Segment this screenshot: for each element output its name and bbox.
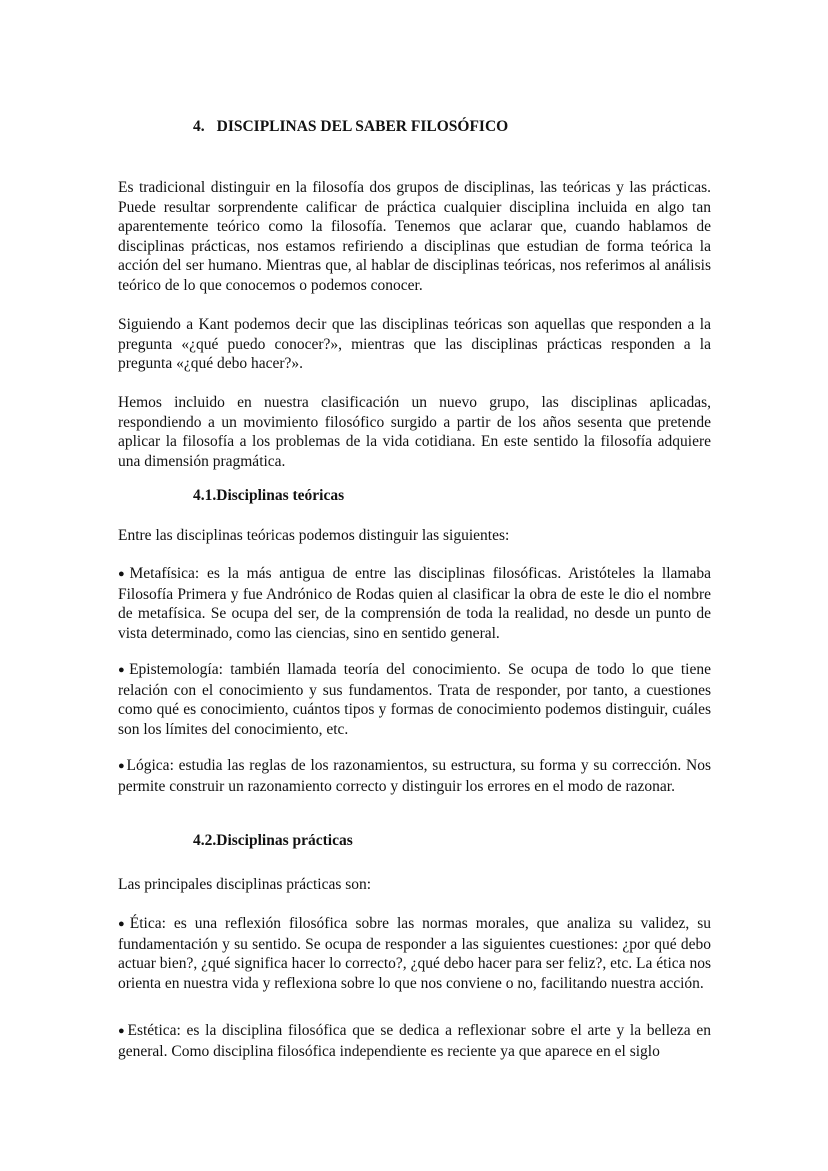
list-item-logica xyxy=(118,756,711,796)
list-item-estetica xyxy=(118,1021,711,1061)
list-item-text: Epistemología: también llamada teoría del conocimiento. Se ocupa de todo lo que tiene relación con el conocimiento y sus fundamentos. Trata de responder, por tanto, a cuestiones como qué es conocimiento, cuántos tipos y formas de conocimiento podemos distinguir, cuáles son los límites del conocimiento, etc. xyxy=(118,661,711,738)
bullet-icon: ● xyxy=(118,568,129,580)
section-title xyxy=(193,118,508,136)
section-title-text: DISCIPLINAS DEL SABER FILOSÓFICO xyxy=(216,118,509,135)
bullet-icon: ● xyxy=(118,664,129,676)
bullet-icon: ● xyxy=(118,918,129,930)
list-item-text: Metafísica: es la más antigua de entre las disciplinas filosóficas. Aristóteles la llamaba Filosofía Primera y fue Andrónico de Rodas quien al clasificar la obra de este le dio el nombre de metafísica. Se ocupa del ser, de la comprensión de toda la realidad, no desde un punto de vista determinado, como las ciencias, sino en sentido general. xyxy=(118,565,711,642)
section-number: 4. xyxy=(193,118,205,135)
list-item-text: Lógica: estudia las reglas de los razonamientos, su estructura, su forma y su corrección. Nos permite construir un razonamiento correcto y distinguir los errores en el modo de razonar. xyxy=(118,757,711,795)
list-item-text: Estética: es la disciplina filosófica que se dedica a reflexionar sobre el arte y la belleza en general. Como disciplina filosófica independiente es reciente ya que aparece en el siglo xyxy=(118,1022,711,1060)
list-item-epistemologia xyxy=(118,660,711,739)
list-item-etica xyxy=(118,914,711,993)
bullet-icon: ● xyxy=(118,760,126,772)
subsection-heading-practical: 4.2.Disciplinas prácticas xyxy=(193,832,353,849)
list-item-text: Ética: es una reflexión filosófica sobre las normas morales, que analiza su validez, su fundamentación y su sentido. Se ocupa de responder a las siguientes cuestiones: ¿por qué debo actuar bien?, ¿qué significa hacer lo correcto?, ¿qué debo hacer para ser feliz?, etc. La ética nos orienta en nuestra vida y reflexiona sobre lo que nos conviene o no, facilitando nuestra acción. xyxy=(118,915,711,992)
list-item-metafisica xyxy=(118,564,711,643)
intro-paragraph-3: Hemos incluido en nuestra clasificación un nuevo grupo, las disciplinas aplicadas, respondiendo a un movimiento filosófico surgido a partir de los años sesenta que pretende aplicar la filosofía a los problemas de la vida cotidiana. En este sentido la filosofía adquiere una dimensión pragmática. xyxy=(118,394,711,470)
subsection-heading-theoretical: 4.1.Disciplinas teóricas xyxy=(193,487,345,504)
practical-lead: Las principales disciplinas prácticas son: xyxy=(118,876,372,893)
intro-paragraph-2: Siguiendo a Kant podemos decir que las disciplinas teóricas son aquellas que responden a la pregunta «¿qué puedo conocer?», mientras que las disciplinas prácticas responden a la pregunta «¿qué debo hacer?». xyxy=(118,316,711,373)
bullet-icon: ● xyxy=(118,1025,127,1037)
theoretical-lead: Entre las disciplinas teóricas podemos distinguir las siguientes: xyxy=(118,527,510,544)
intro-paragraph-1: Es tradicional distinguir en la filosofía dos grupos de disciplinas, las teóricas y las prácticas. Puede resultar sorprendente calificar de práctica cualquier disciplina incluida en algo tan aparentemente teórico como la filosofía. Tenemos que aclarar que, cuando hablamos de disciplinas prácticas, nos estamos refiriendo a disciplinas que estudian de forma teórica la acción del ser humano. Mientras que, al hablar de disciplinas teóricas, nos referimos al análisis teórico de lo que conocemos o podemos conocer. xyxy=(118,179,711,294)
